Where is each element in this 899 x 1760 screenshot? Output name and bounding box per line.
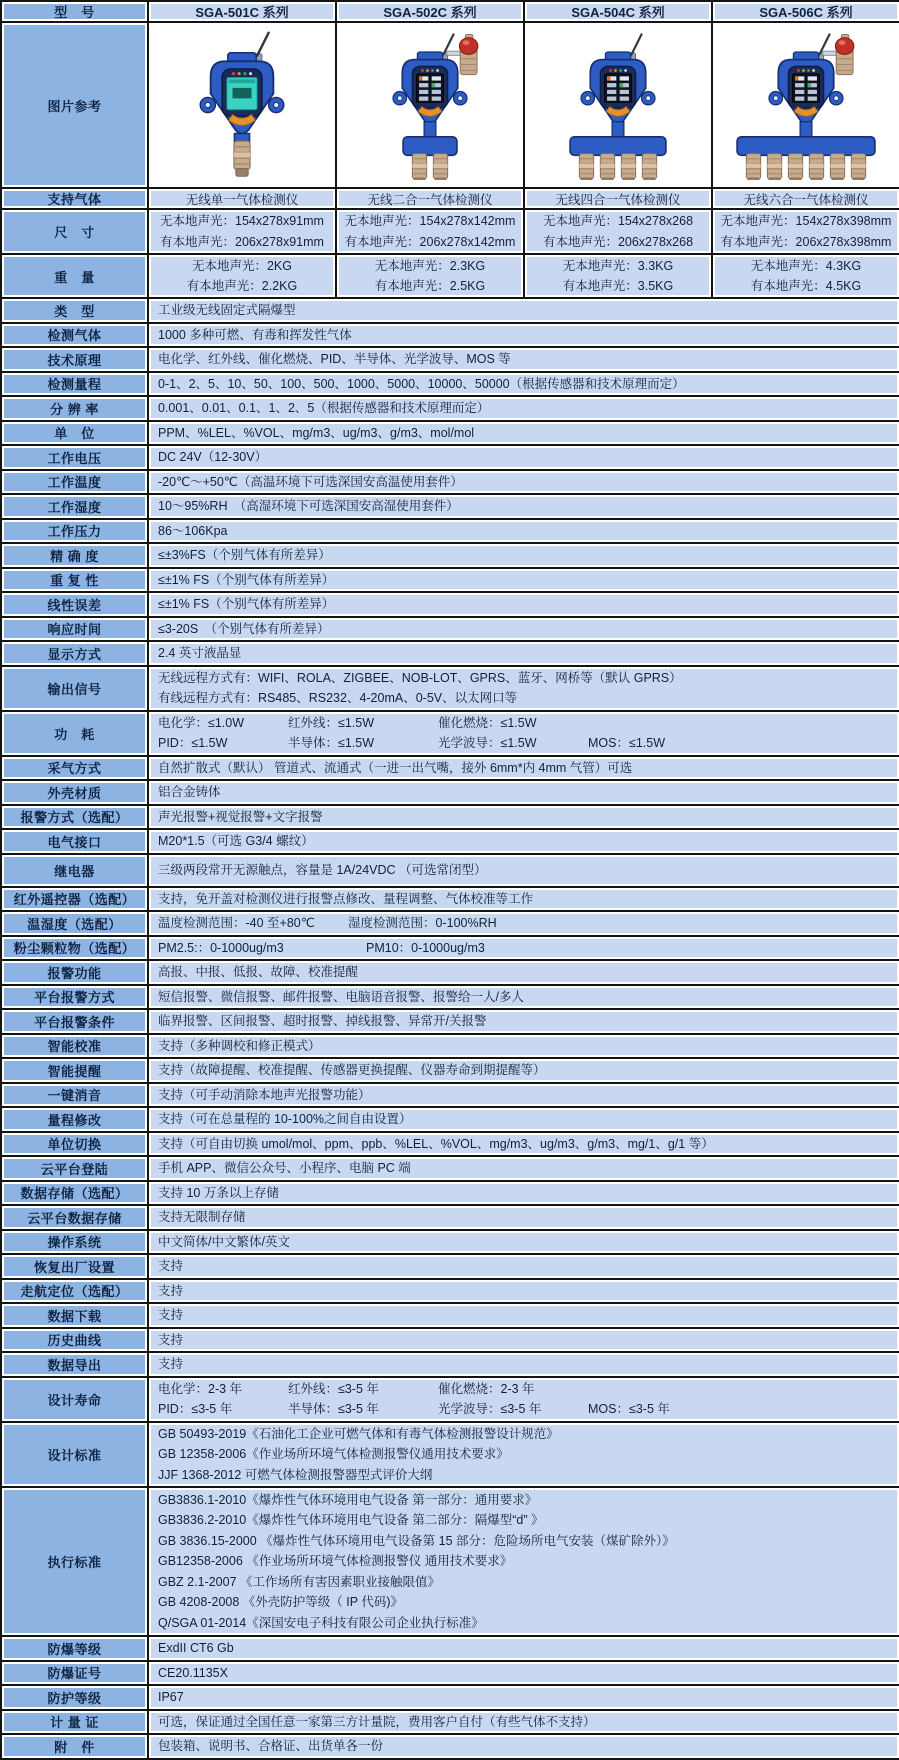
cell-line: 无本地声光：2.3KG: [374, 258, 486, 273]
table-row-design-standard: [1, 1422, 899, 1488]
value-line: 0-1、2、5、10、50、100、500、1000、5000、10000、50000（根据传感器和技术原理而定）: [158, 376, 685, 391]
cell-line: 有本地声光：2.2KG: [186, 279, 298, 293]
segment-line: [158, 938, 893, 959]
row-label-accessories: 附 件: [1, 1734, 148, 1759]
device-illustration-SGA-502C: [339, 26, 521, 180]
table-row-sampling: [1, 756, 899, 781]
row-label-mute-button: 一键消音: [1, 1083, 148, 1108]
value-platform-alarm-mode: [148, 985, 899, 1010]
value-line: 包装箱、说明书、合格证、出货单各一份: [158, 1739, 384, 1753]
cell-supported-gas-1: 无线二合一气体检测仪: [336, 188, 524, 209]
cell-line: 有本地声光：3.5KG: [562, 279, 674, 293]
row-label-housing: 外壳材质: [1, 780, 148, 805]
row-label-temp-humidity-opt: 温湿度（选配）: [1, 911, 148, 936]
segment-line: [158, 913, 893, 934]
table-row-display: [1, 641, 899, 666]
value-explosion-class: [148, 1636, 899, 1661]
table-row-electrical-interface: [1, 829, 899, 854]
cell-line: 有本地声光：2.5KG: [374, 279, 486, 293]
table-row-relay: [1, 854, 899, 887]
value-line: 支持，免开盖对检测仪进行报警点修改、量程调整、气体校准等工作: [158, 891, 534, 906]
table-row-range: [1, 372, 899, 397]
value-alarm-mode: [148, 805, 899, 830]
value-sampling: [148, 756, 899, 781]
value-os: [148, 1230, 899, 1255]
value-line: 支持: [158, 1283, 184, 1298]
value-line: 支持: [158, 1259, 184, 1273]
row-label-relay: 继电器: [1, 854, 148, 887]
table-row-type: [1, 298, 899, 323]
value-history-curve: [148, 1328, 899, 1353]
cell-weight-0: [148, 254, 336, 298]
row-label-linearity: 线性误差: [1, 592, 148, 617]
value-ir-remote: [148, 887, 899, 912]
table-row-image-row: [1, 22, 899, 188]
value-smart-reminder: [148, 1058, 899, 1083]
cell-line: 无本地声光：154x278x142mm: [344, 214, 516, 228]
cell-line: 有本地声光：206x278x398mm: [720, 234, 892, 249]
row-label-alarm-functions: 报警功能: [1, 960, 148, 985]
value-relay: [148, 854, 899, 887]
row-label-electrical-interface: 电气接口: [1, 829, 148, 854]
value-cloud-login: [148, 1156, 899, 1181]
table-row-alarm-mode: [1, 805, 899, 830]
row-label-explosion-cert: 防爆证号: [1, 1661, 148, 1686]
table-row-platform-alarm-cond: [1, 1009, 899, 1034]
value-line: GB12358-2006 《作业场所环境气体检测报警仪 通用技术要求》: [158, 1554, 513, 1569]
value-range-modify: [148, 1107, 899, 1132]
value-line: 2.4 英寸液晶显: [158, 646, 242, 660]
value-line: ≤±1% FS（个别气体有所差异）: [158, 572, 335, 587]
value-line: CE20.1135X: [158, 1665, 228, 1680]
model-header-1: SGA-502C 系列: [336, 1, 524, 22]
table-row-cloud-login: [1, 1156, 899, 1181]
value-line: DC 24V（12-30V）: [158, 450, 268, 464]
cell-line: 无本地声光：154x278x91mm: [160, 214, 324, 228]
value-line: 电化学、红外线、催化燃烧、PID、半导体、光学波导、MOS 等: [158, 352, 511, 366]
segment: PM10：0-1000ug/m3: [366, 940, 485, 955]
value-line: 工业级无线固定式隔爆型: [158, 303, 296, 317]
row-label-smart-calibration: 智能校准: [1, 1034, 148, 1059]
segment: 湿度检测范围：0-100%RH: [348, 916, 497, 930]
value-detected-gas: [148, 323, 899, 348]
table-row-cloud-storage: [1, 1205, 899, 1230]
value-line: GB 50493-2019《石油化工企业可燃气体和有毒气体检测报警设计规范》: [158, 1426, 559, 1441]
row-label-model-row: 型 号: [1, 1, 148, 22]
value-line: 支持（故障提醒、校准提醒、传感器更换提醒、仪器寿命到期提醒等）: [158, 1063, 546, 1077]
value-housing: [148, 780, 899, 805]
row-label-image-row: 图片参考: [1, 22, 148, 188]
model-header-0: SGA-501C 系列: [148, 1, 336, 22]
value-line: ExdII CT6 Gb: [158, 1641, 234, 1655]
value-factory-reset: [148, 1254, 899, 1279]
table-row-factory-reset: [1, 1254, 899, 1279]
value-unit: [148, 421, 899, 446]
value-line: 声光报警+视觉报警+文字报警: [158, 809, 323, 824]
value-unit-switch: [148, 1132, 899, 1157]
row-label-history-curve: 历史曲线: [1, 1328, 148, 1353]
table-row-work-temp: [1, 470, 899, 495]
table-row-work-humidity: [1, 494, 899, 519]
value-cloud-storage: [148, 1205, 899, 1230]
value-temp-humidity-opt: [148, 911, 899, 936]
cell-line: 无本地声光：2KG: [191, 258, 292, 273]
row-label-factory-reset: 恢复出厂设置: [1, 1254, 148, 1279]
row-label-range-modify: 量程修改: [1, 1107, 148, 1132]
row-label-protection-class: 防护等级: [1, 1685, 148, 1710]
row-label-platform-alarm-mode: 平台报警方式: [1, 985, 148, 1010]
table-row-detected-gas: [1, 323, 899, 348]
device-image-SGA-506C: [712, 22, 899, 188]
value-line: 支持（可自由切换 umol/mol、ppm、ppb、%LEL、%VOL、mg/m3、ug/m3、g/m3、mg/1、g/1 等）: [158, 1136, 714, 1151]
cell-line: 有本地声光：206x278x142mm: [344, 234, 516, 249]
table-row-accessories: [1, 1734, 899, 1759]
table-row-mute-button: [1, 1083, 899, 1108]
value-line: 可选，保证通过全国任意一家第三方计量院，费用客户自付（有些气体不支持）: [158, 1714, 596, 1729]
segment: 半导体：≤3-5 年: [288, 1402, 379, 1416]
value-accuracy: [148, 543, 899, 568]
value-output-signal: [148, 666, 899, 711]
table-row-model-row: [1, 1, 899, 22]
row-label-range: 检测量程: [1, 372, 148, 397]
table-row-supported-gas: [1, 188, 899, 209]
device-illustration-SGA-501C: [151, 26, 333, 180]
value-line: GB3836.1-2010《爆炸性气体环境用电气设备 第一部分：通用要求》: [158, 1492, 538, 1507]
table-row-weight: [1, 254, 899, 298]
table-row-power-consumption: [1, 711, 899, 756]
segment: 红外线：≤1.5W: [288, 715, 375, 730]
value-type: [148, 298, 899, 323]
segment: 电化学：≤1.0W: [158, 715, 245, 730]
table-row-design-life: [1, 1377, 899, 1422]
device-illustration-SGA-506C: [715, 26, 897, 180]
value-line: 三级两段常开无源触点，容量是 1A/24VDC （可选常闭型）: [158, 862, 487, 877]
table-row-dimensions: [1, 209, 899, 254]
value-data-storage: [148, 1181, 899, 1206]
model-header-3: SGA-506C 系列: [712, 1, 899, 22]
value-line: 支持（可手动消除本地声光报警功能）: [158, 1087, 371, 1102]
value-line: PPM、%LEL、%VOL、mg/m3、ug/m3、g/m3、mol/mol: [158, 425, 475, 440]
cell-dimensions-1: [336, 209, 524, 254]
row-label-explosion-class: 防爆等级: [1, 1636, 148, 1661]
value-line: 有线远程方式有：RS485、RS232、4-20mA、0-5V、以太网口等: [158, 691, 518, 705]
value-display: [148, 641, 899, 666]
value-accessories: [148, 1734, 899, 1759]
segment-line: [158, 713, 893, 734]
row-label-nav-positioning: 走航定位（选配）: [1, 1279, 148, 1304]
value-work-pressure: [148, 519, 899, 544]
value-line: GB 4208-2008 《外壳防护等级（ IP 代码)》: [158, 1595, 403, 1610]
cell-line: 有本地声光：206x278x268: [542, 234, 694, 249]
row-label-tech-principle: 技术原理: [1, 347, 148, 372]
value-line: ≤±1% FS（个别气体有所差异）: [158, 597, 335, 611]
table-row-output-signal: [1, 666, 899, 711]
value-line: 无线远程方式有：WIFI、ROLA、ZIGBEE、NOB-LOT、GPRS、蓝牙、网桥等（默认 GPRS）: [158, 670, 682, 685]
value-line: M20*1.5（可选 G3/4 螺纹）: [158, 834, 314, 848]
value-line: 支持无限制存储: [158, 1210, 246, 1224]
segment: PID：≤1.5W: [158, 736, 228, 750]
value-line: IP67: [158, 1690, 184, 1704]
value-design-life: [148, 1377, 899, 1422]
cell-line: 无本地声光：3.3KG: [562, 258, 674, 273]
value-protection-class: [148, 1685, 899, 1710]
value-line: GB 12358-2006《作业场所环境气体检测报警仪通用技术要求》: [158, 1447, 509, 1461]
segment: PM2.5:：0-1000ug/m3: [158, 940, 284, 955]
segment: 红外线：≤3-5 年: [288, 1381, 379, 1396]
value-response-time: [148, 617, 899, 642]
value-nav-positioning: [148, 1279, 899, 1304]
cell-line: 有本地声光：206x278x91mm: [160, 234, 324, 249]
value-line: ≤±3%FS（个别气体有所差异）: [158, 548, 331, 562]
table-row-work-pressure: [1, 519, 899, 544]
model-header-2: SGA-504C 系列: [524, 1, 712, 22]
row-label-work-temp: 工作温度: [1, 470, 148, 495]
value-line: 手机 APP、微信公众号、小程序、电脑 PC 端: [158, 1161, 411, 1175]
table-row-unit-switch: [1, 1132, 899, 1157]
device-image-SGA-501C: [148, 22, 336, 188]
value-linearity: [148, 592, 899, 617]
row-label-resolution: 分 辨 率: [1, 396, 148, 421]
table-row-smart-calibration: [1, 1034, 899, 1059]
value-line: JJF 1368-2012 可燃气体检测报警器型式评价大纲: [158, 1467, 433, 1482]
table-row-unit: [1, 421, 899, 446]
value-metrology-cert: [148, 1710, 899, 1735]
row-label-type: 类 型: [1, 298, 148, 323]
segment: 光学波导：≤1.5W: [438, 736, 537, 750]
row-label-cloud-login: 云平台登陆: [1, 1156, 148, 1181]
value-line: -20℃～+50℃（高温环境下可选深国安高温使用套件）: [158, 474, 463, 489]
cell-supported-gas-0: 无线单一气体检测仪: [148, 188, 336, 209]
segment-line: [158, 1379, 893, 1400]
value-line: 10～95%RH （高湿环境下可选深国安高湿使用套件）: [158, 499, 459, 513]
table-row-nav-positioning: [1, 1279, 899, 1304]
table-row-platform-alarm-mode: [1, 985, 899, 1010]
row-label-voltage: 工作电压: [1, 445, 148, 470]
value-line: 支持（可在总量程的 10-100%之间自由设置）: [158, 1112, 412, 1126]
row-label-unit: 单 位: [1, 421, 148, 446]
segment: 光学波导：≤3-5 年: [438, 1402, 542, 1416]
cell-line: 无本地声光：154x278x398mm: [720, 214, 892, 228]
cell-line: 有本地声光：4.5KG: [750, 279, 862, 293]
cell-dimensions-2: [524, 209, 712, 254]
row-label-data-storage: 数据存储（选配）: [1, 1181, 148, 1206]
value-data-export: [148, 1352, 899, 1377]
row-label-os: 操作系统: [1, 1230, 148, 1255]
cell-line: 无本地声光：154x278x268: [542, 214, 694, 228]
segment: MOS：≤3-5 年: [588, 1402, 670, 1416]
cell-supported-gas-2: 无线四合一气体检测仪: [524, 188, 712, 209]
value-line: 自然扩散式（默认） 管道式、流通式（一进一出气嘴，接外 6mm*内 4mm 气管）可选: [158, 760, 633, 775]
device-image-SGA-504C: [524, 22, 712, 188]
table-row-protection-class: [1, 1685, 899, 1710]
table-row-accuracy: [1, 543, 899, 568]
row-label-platform-alarm-cond: 平台报警条件: [1, 1009, 148, 1034]
table-row-metrology-cert: [1, 1710, 899, 1735]
table-row-housing: [1, 780, 899, 805]
row-label-ir-remote: 红外遥控器（选配）: [1, 887, 148, 912]
table-row-tech-principle: [1, 347, 899, 372]
value-line: GB 3836.15-2000 《爆炸性气体环境用电气设备第 15 部分：危险场所电气安装（煤矿除外）》: [158, 1533, 675, 1548]
device-image-SGA-502C: [336, 22, 524, 188]
value-repeatability: [148, 568, 899, 593]
table-row-range-modify: [1, 1107, 899, 1132]
row-label-power-consumption: 功 耗: [1, 711, 148, 756]
segment: 半导体：≤1.5W: [288, 736, 375, 750]
table-row-explosion-class: [1, 1636, 899, 1661]
value-line: 支持: [158, 1357, 184, 1371]
row-label-exec-standard: 执行标准: [1, 1487, 148, 1636]
table-row-temp-humidity-opt: [1, 911, 899, 936]
row-label-display: 显示方式: [1, 641, 148, 666]
table-row-exec-standard: [1, 1487, 899, 1636]
value-voltage: [148, 445, 899, 470]
table-row-dust-particles: [1, 936, 899, 961]
cell-dimensions-3: [712, 209, 899, 254]
value-line: Q/SGA 01-2014《深国安电子科技有限公司企业执行标准》: [158, 1615, 484, 1630]
row-label-cloud-storage: 云平台数据存储: [1, 1205, 148, 1230]
table-row-ir-remote: [1, 887, 899, 912]
value-dust-particles: [148, 936, 899, 961]
value-line: 支持 10 万条以上存储: [158, 1185, 279, 1200]
value-electrical-interface: [148, 829, 899, 854]
row-label-alarm-mode: 报警方式（选配）: [1, 805, 148, 830]
table-row-resolution: [1, 396, 899, 421]
segment: 催化燃烧：2-3 年: [438, 1381, 535, 1396]
row-label-smart-reminder: 智能提醒: [1, 1058, 148, 1083]
table-row-linearity: [1, 592, 899, 617]
table-row-history-curve: [1, 1328, 899, 1353]
table-row-response-time: [1, 617, 899, 642]
cell-weight-3: [712, 254, 899, 298]
value-line: GB3836.2-2010《爆炸性气体环境用电气设备 第二部分：隔爆型“d” 》: [158, 1513, 544, 1528]
row-label-design-life: 设计寿命: [1, 1377, 148, 1422]
value-platform-alarm-cond: [148, 1009, 899, 1034]
row-label-response-time: 响应时间: [1, 617, 148, 642]
value-line: GBZ 2.1-2007 《工作场所有害因素职业接触限值》: [158, 1574, 440, 1589]
value-line: ≤3-20S （个别气体有所差异）: [158, 621, 330, 636]
table-row-alarm-functions: [1, 960, 899, 985]
value-work-temp: [148, 470, 899, 495]
table-row-data-storage: [1, 1181, 899, 1206]
row-label-data-export: 数据导出: [1, 1352, 148, 1377]
segment-line: [158, 1399, 893, 1420]
value-mute-button: [148, 1083, 899, 1108]
cell-supported-gas-3: 无线六合一气体检测仪: [712, 188, 899, 209]
row-label-unit-switch: 单位切换: [1, 1132, 148, 1157]
cell-line: 无本地声光：4.3KG: [750, 258, 862, 273]
row-label-metrology-cert: 计 量 证: [1, 1710, 148, 1735]
value-line: 铝合金铸体: [158, 785, 221, 799]
value-line: 短信报警、微信报警、邮件报警、电脑语音报警、报警给一人/多人: [158, 989, 524, 1004]
table-row-voltage: [1, 445, 899, 470]
value-alarm-functions: [148, 960, 899, 985]
value-work-humidity: [148, 494, 899, 519]
row-label-dust-particles: 粉尘颗粒物（选配）: [1, 936, 148, 961]
row-label-work-pressure: 工作压力: [1, 519, 148, 544]
table-row-data-export: [1, 1352, 899, 1377]
cell-dimensions-0: [148, 209, 336, 254]
row-label-work-humidity: 工作湿度: [1, 494, 148, 519]
segment-line: [158, 733, 893, 754]
value-exec-standard: [148, 1487, 899, 1636]
table-row-data-download: [1, 1303, 899, 1328]
segment: 电化学：2-3 年: [158, 1381, 243, 1396]
value-line: 临界报警、区间报警、超时报警、掉线报警、异常开/关报警: [158, 1014, 487, 1028]
row-label-detected-gas: 检测气体: [1, 323, 148, 348]
value-line: 支持: [158, 1308, 184, 1322]
table-row-os: [1, 1230, 899, 1255]
segment: 催化燃烧：≤1.5W: [438, 715, 537, 730]
row-label-output-signal: 输出信号: [1, 666, 148, 711]
row-label-dimensions: 尺 寸: [1, 209, 148, 254]
row-label-supported-gas: 支持气体: [1, 188, 148, 209]
row-label-data-download: 数据下载: [1, 1303, 148, 1328]
value-data-download: [148, 1303, 899, 1328]
value-design-standard: [148, 1422, 899, 1488]
cell-weight-1: [336, 254, 524, 298]
row-label-design-standard: 设计标准: [1, 1422, 148, 1488]
value-tech-principle: [148, 347, 899, 372]
segment: 温度检测范围：-40 至+80℃: [158, 916, 315, 930]
table-row-repeatability: [1, 568, 899, 593]
row-label-weight: 重 量: [1, 254, 148, 298]
table-row-smart-reminder: [1, 1058, 899, 1083]
value-resolution: [148, 396, 899, 421]
row-label-sampling: 采气方式: [1, 756, 148, 781]
segment: MOS：≤1.5W: [588, 736, 666, 750]
value-power-consumption: [148, 711, 899, 756]
value-line: 高报、中报、低报、故障、校准提醒: [158, 965, 359, 979]
value-line: 中文简体/中文繁体/英文: [158, 1234, 290, 1249]
value-line: 1000 多种可燃、有毒和挥发性气体: [158, 327, 352, 342]
value-line: 0.001、0.01、0.1、1、2、5（根据传感器和技术原理而定）: [158, 401, 490, 415]
value-line: 86～106Kpa: [158, 523, 228, 538]
table-row-explosion-cert: [1, 1661, 899, 1686]
cell-weight-2: [524, 254, 712, 298]
value-line: 支持（多种调校和修正模式）: [158, 1038, 321, 1053]
row-label-accuracy: 精 确 度: [1, 543, 148, 568]
row-label-repeatability: 重 复 性: [1, 568, 148, 593]
device-illustration-SGA-504C: [527, 26, 709, 180]
segment: PID：≤3-5 年: [158, 1402, 233, 1416]
value-range: [148, 372, 899, 397]
value-smart-calibration: [148, 1034, 899, 1059]
value-line: 支持: [158, 1332, 184, 1347]
value-explosion-cert: [148, 1661, 899, 1686]
